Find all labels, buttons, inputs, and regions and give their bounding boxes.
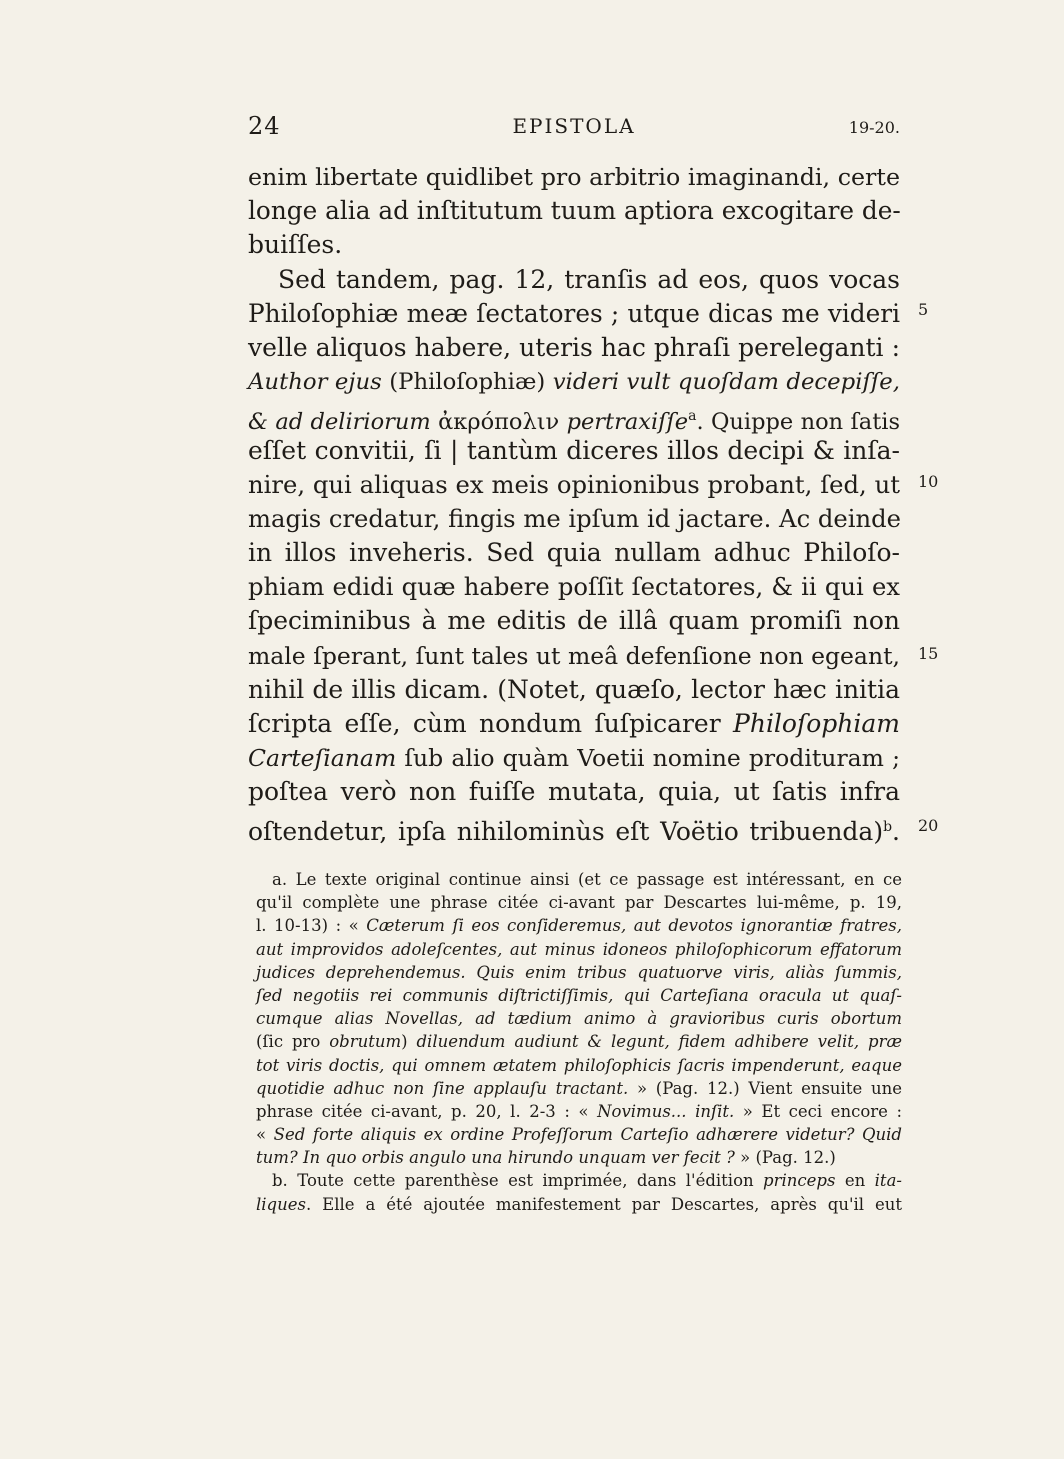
text-line: ſpeciminibus à me editis de illâ quam promiſi non [248,606,900,636]
text-span: . Elle a été ajoutée manifestement par Descartes, après qu'il eut [305,1194,902,1214]
italic-span: & ad deliriorum [248,409,439,436]
text-line: nihil de illis dicam. (Notet, quæſo, lector hæc initia [248,674,900,704]
text-line: velle aliquos habere, uteris hac phraſi pereleganti : [248,332,900,362]
line-number: 20 [918,816,939,835]
page-header [248,112,900,146]
text-span: . Quippe non ſatis [696,409,900,436]
text-line: male ſperant, ſunt tales ut meâ defenſione non egeant, [248,641,900,670]
footnote-line [256,1146,902,1169]
text-line: Philoſophiæ meæ ſectatores ; utque dicas me videri [248,298,900,328]
footnote-line [256,1030,902,1053]
footnotes [256,868,902,1216]
italic-span: princeps [763,1171,836,1191]
text-span: . [892,816,900,846]
footnote-line: aut improvidos adoleſcentes, aut minus idoneos philoſophicorum effatorum [256,939,902,959]
text-span: b. Toute cette parenthèse est imprimée, dans l'édition [272,1171,764,1191]
footnote-line [256,1077,902,1100]
text-line: poſtea verò non fuiſſe mutata, quia, ut ſatis infra [248,777,900,807]
footnote-line: a. Le texte original continue ainsi (et ce passage est intéressant, en ce [272,870,902,889]
text-span: phrase citée ci-avant, p. 20, l. 2-3 : « [256,1101,598,1121]
text-line: nire, qui aliquas ex meis opinionibus probant, ſed, ut [248,469,900,499]
text-span: » (Pag. 12.) Vient ensuite une [628,1078,902,1098]
italic-span: liques [256,1194,306,1214]
italic-span: Philoſophiam [733,709,900,738]
text-span: ſcripta eſſe, cùm nondum ſuſpicarer [248,709,734,738]
running-title: EPISTOLA [512,114,636,138]
text-line [248,741,900,775]
footnote-line: tot viris doctis, qui omnem ætatem philoſophicis ſacris impenderunt, eaque [256,1055,902,1075]
italic-span: videri vult quoſdam decepiſſe, [552,369,901,396]
line-number: 5 [918,300,929,319]
italic-span: pertraxiſſe [559,409,689,436]
footnote-ref-a: a [688,408,697,425]
footnote-ref-b: b [883,818,893,835]
text-line [248,365,900,399]
text-span: » (Pag. 12.) [734,1148,836,1168]
footnote-line: judices deprehendemus. Quis enim tribus quatuorve viris, aliàs ſummis, [256,962,902,982]
italic-span: ita- [874,1171,902,1191]
italic-span: Carteſianam [248,744,397,773]
text-span: « [256,1125,274,1145]
folio-range: 19-20. [848,118,900,137]
text-line: enim libertate quidlibet pro arbitrio imaginandi, certe [248,163,900,191]
footnote-line: ſed negotiis rei communis diſtrictiſſimis, qui Carteſiana oracula ut quaſ- [256,985,902,1005]
text-line: in illos inveheris. Sed quia nullam adhuc Philoſo- [248,538,900,568]
text-span: (ſic pro [256,1032,330,1052]
text-line: longe alia ad inſtitutum tuum aptiora excogitare de- [248,196,901,226]
text-span: » Et ceci encore : [734,1101,903,1121]
italic-span: Author ejus [248,369,382,396]
text-span: en [835,1171,875,1191]
text-line: Sed tandem, pag. 12, tranſis ad eos, quos vocas [278,264,900,294]
italic-span: Sed forte aliquis ex ordine Profeſſorum Carteſio adhærere videtur? Quid [273,1125,902,1145]
footnote-line [256,1123,902,1146]
italic-span: Cæterum ſi eos conſideremus, aut devotos ignorantiæ fratres, [366,916,902,936]
text-line: buiſſes. [248,230,343,260]
text-span: ſub alio quàm Voetii nomine prodituram ; [396,744,900,773]
text-span: ) [401,1032,417,1052]
text-line [248,810,900,844]
footnote-line [256,1100,902,1123]
main-text [248,160,900,844]
text-line [248,707,900,741]
text-line: magis credatur, fingis me ipſum id jactare. Ac deinde [248,503,901,533]
line-number: 10 [918,472,939,491]
page-number: 24 [248,112,281,140]
text-span: oſtendetur, ipſa nihilominùs eſt Voëtio tribuenda) [248,816,884,846]
text-span: l. 10-13) : « [256,916,367,936]
italic-span: obrutum [329,1032,402,1052]
italic-span: Novimus... inſit. [597,1101,735,1121]
footnote-line [256,914,902,937]
line-number: 15 [918,644,939,663]
footnote-line: cumque alias Novellas, ad tædium animo à gravioribus curis obortum [256,1009,902,1029]
text-line: phiam edidi quæ habere poſſit ſectatores, & ii qui ex [248,572,900,602]
italic-span: quotidie adhuc non ſine applauſu tractant. [256,1078,629,1098]
greek-span: ἀκρόπολιν [438,409,560,436]
text-span: (Philoſophiæ) [381,369,553,396]
italic-span: tum? In quo orbis angulo una hirundo unquam ver fecit ? [256,1148,735,1168]
footnote-line [256,1193,902,1216]
footnote-line [256,1169,902,1192]
text-line: eſſet convitii, ſi | tantùm diceres illos decipi & inſa- [248,435,900,465]
italic-span: diluendum audiunt & legunt, fidem adhibere velit, præ [416,1032,903,1052]
text-line [248,399,900,436]
footnote-line: qu'il complète une phrase citée ci-avant par Descartes lui-même, p. 19, [256,893,902,913]
